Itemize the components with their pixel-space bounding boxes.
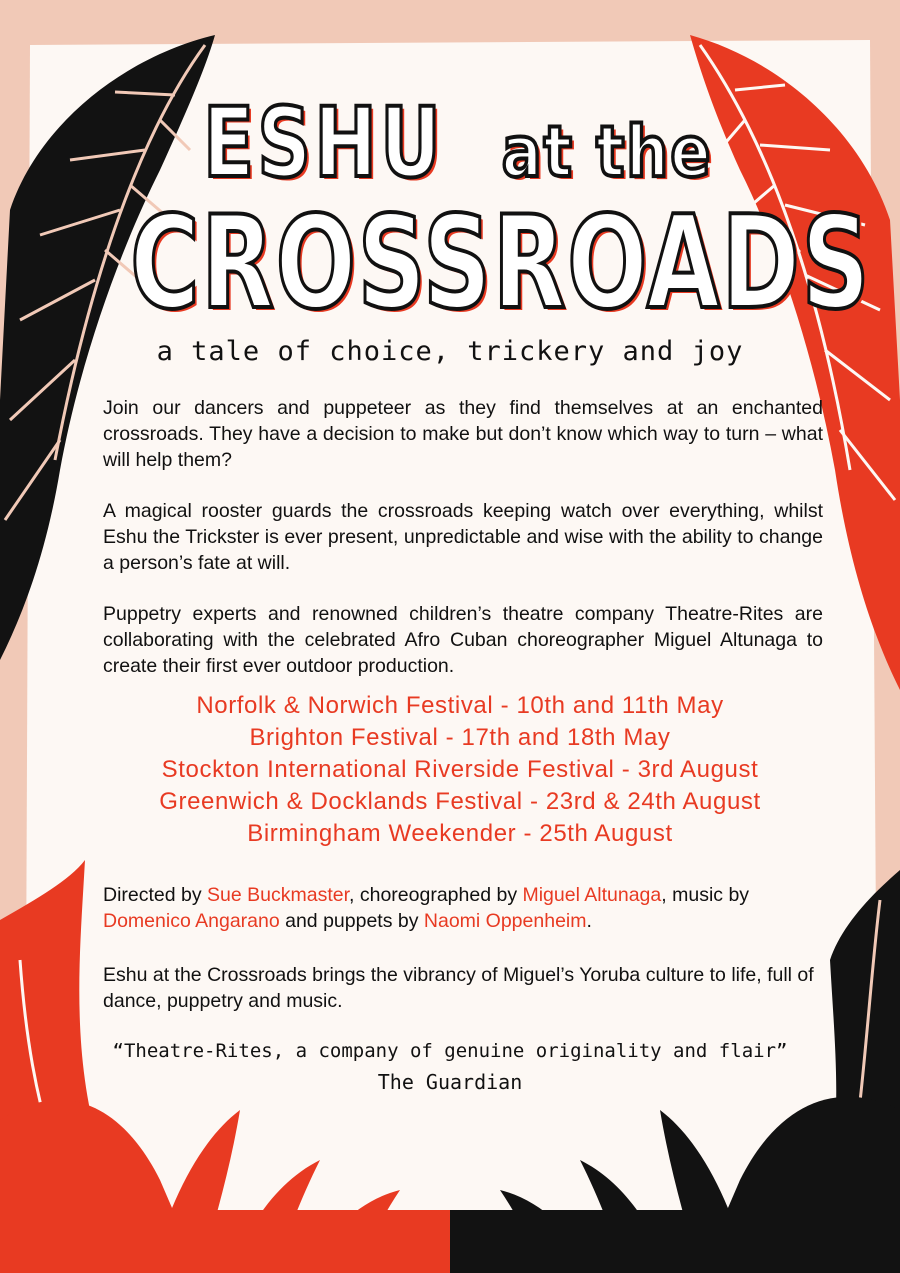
press-quote-source: The Guardian [377, 1070, 523, 1094]
festival-date-item: Brighton Festival - 17th and 18th May [249, 724, 671, 751]
festival-date-item: Greenwich & Docklands Festival - 23rd & 24th August [159, 788, 761, 815]
intro-paragraph: Join our dancers and puppeteer as they find themselves at an enchanted crossroads. They have a decision to make but don’t know which way to turn – what will help them? [103, 397, 823, 471]
credits-text: . [586, 910, 592, 932]
title-at-the: at the [501, 111, 713, 193]
credits-text: , music by [661, 884, 750, 906]
credits-text: Directed by [103, 884, 208, 906]
festival-date-item: Birmingham Weekender - 25th August [247, 820, 673, 847]
credits-text: and puppets by [279, 910, 424, 932]
credits-text: , choreographed by [349, 884, 523, 906]
festival-dates-list [80, 690, 840, 850]
festival-date-item: Norfolk & Norwich Festival - 10th and 11th May [196, 692, 724, 719]
production-paragraph: Puppetry experts and renowned children’s theatre company Theatre-Rites are collaborating with the celebrated Afro Cuban choreographer Miguel Altunaga to create their first ever outdoor production. [103, 603, 823, 677]
title-crossroads: CROSSROADS [130, 189, 872, 338]
credits-paragraph [103, 882, 823, 934]
closing-paragraph: Eshu at the Crossroads brings the vibrancy of Miguel’s Yoruba culture to life, full of dance, puppetry and music. [103, 964, 814, 1012]
choreographer-name: Miguel Altunaga [522, 884, 662, 906]
composer-name: Domenico Angarano [103, 910, 280, 932]
rooster-paragraph: A magical rooster guards the crossroads keeping watch over everything, whilst Eshu the Trickster is ever present, unpredictable and wise with the ability to change a person’s fate at will. [103, 500, 823, 574]
puppet-maker-name: Naomi Oppenheim [423, 910, 587, 932]
title-eshu: ESHU [203, 87, 445, 199]
press-quote: “Theatre-Rites, a company of genuine originality and flair” [112, 1040, 788, 1062]
festival-date-item: Stockton International Riverside Festival - 3rd August [161, 756, 759, 783]
title-line-2 [0, 189, 900, 340]
tagline: a tale of choice, trickery and joy [156, 336, 744, 367]
director-name: Sue Buckmaster [207, 884, 350, 906]
